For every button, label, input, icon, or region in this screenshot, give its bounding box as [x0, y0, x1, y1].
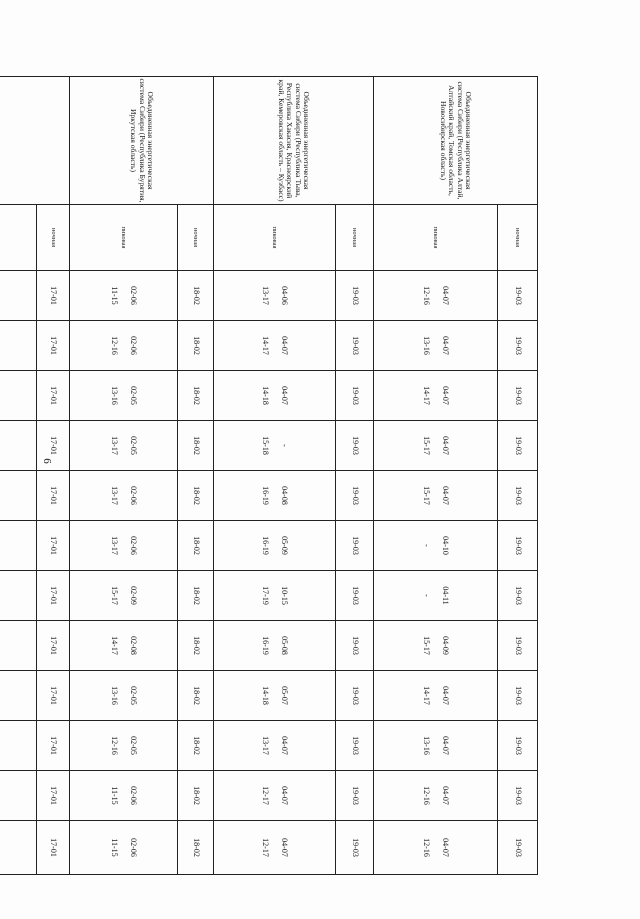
cell-value: 04-07	[280, 786, 290, 805]
table-cell: 18-02	[178, 771, 214, 821]
table-cell: 17-01	[37, 521, 70, 571]
table-cell	[374, 321, 498, 371]
table-cell	[70, 571, 178, 621]
table-cell	[374, 771, 498, 821]
table-row	[37, 77, 70, 875]
cell-value: 04-07	[441, 486, 451, 505]
table-cell	[214, 421, 336, 471]
cell-value: 04-10	[441, 536, 451, 555]
table-cell: 18-02	[178, 721, 214, 771]
cell-value: 15-17	[422, 486, 432, 505]
cell-value: 04-09	[441, 636, 451, 655]
table-cell: 19-03	[336, 771, 374, 821]
cell-value: 12-17	[261, 838, 271, 857]
table-cell: 19-03	[336, 471, 374, 521]
table-cell	[70, 321, 178, 371]
cell-value: -	[422, 594, 432, 597]
cell-value: 04-08	[280, 486, 290, 505]
table-cell: 19-03	[336, 721, 374, 771]
table-cell: 17-01	[37, 371, 70, 421]
table-row	[336, 77, 374, 875]
cell-value: 12-17	[261, 786, 271, 805]
table-cell: 17-01	[37, 471, 70, 521]
cell-value: 17-19	[261, 586, 271, 605]
table-cell: 19-03	[498, 671, 538, 721]
cell-value: 12-16	[422, 286, 432, 305]
cell-value: 13-17	[261, 736, 271, 755]
cell-value: 04-07	[441, 436, 451, 455]
table-cell	[374, 721, 498, 771]
time-zone-label	[0, 205, 37, 271]
table-cell: 19-03	[498, 521, 538, 571]
table-cell: 19-03	[336, 421, 374, 471]
table-cell	[214, 671, 336, 721]
table-cell: 19-03	[336, 621, 374, 671]
table-cell	[0, 321, 37, 371]
table-cell	[374, 671, 498, 721]
table-cell	[214, 371, 336, 421]
cell-value: 04-07	[441, 286, 451, 305]
table-cell: 18-02	[178, 271, 214, 321]
cell-value: 05-09	[280, 536, 290, 555]
table-cell	[0, 371, 37, 421]
cell-value: 04-07	[280, 736, 290, 755]
table-cell: 18-02	[178, 821, 214, 875]
cell-value: 16-19	[261, 536, 271, 555]
table-cell	[70, 721, 178, 771]
table-cell	[0, 721, 37, 771]
cell-value: 13-16	[422, 736, 432, 755]
cell-value: 04-07	[280, 838, 290, 857]
cell-value: 02-05	[129, 386, 139, 405]
table-cell	[214, 771, 336, 821]
cell-value: 11-15	[110, 286, 120, 305]
cell-value: 04-07	[441, 336, 451, 355]
cell-value: 04-07	[441, 686, 451, 705]
table-cell: 19-03	[498, 471, 538, 521]
table-cell: 18-02	[178, 521, 214, 571]
time-zone-label: пиковая	[214, 205, 336, 271]
table-cell	[70, 821, 178, 875]
table-cell	[70, 271, 178, 321]
table-cell: 18-02	[178, 321, 214, 371]
cell-value: 11-15	[110, 786, 120, 805]
table-cell: 17-01	[37, 721, 70, 771]
rotated-table-wrapper	[49, 76, 538, 874]
region-name: Объединенная энергетическая система Сибири (Республика Бурятия, Иркутская область)	[70, 77, 214, 205]
table-row	[498, 77, 538, 875]
cell-value: 04-07	[441, 736, 451, 755]
table-cell	[374, 421, 498, 471]
cell-value: 02-06	[129, 536, 139, 555]
time-zone-label: ночная	[178, 205, 214, 271]
cell-value: 04-11	[441, 586, 451, 605]
table-cell: 17-01	[37, 771, 70, 821]
table-cell	[374, 521, 498, 571]
table-cell: 19-03	[498, 571, 538, 621]
table-cell: 18-02	[178, 471, 214, 521]
table-cell	[374, 271, 498, 321]
table-cell: 18-02	[178, 421, 214, 471]
cell-value: 13-16	[110, 686, 120, 705]
cell-value: 11-15	[110, 838, 120, 857]
table-cell	[374, 571, 498, 621]
cell-value: 13-17	[110, 436, 120, 455]
region-name	[0, 77, 70, 205]
table-cell: 19-03	[336, 671, 374, 721]
table-cell	[0, 621, 37, 671]
table-cell	[214, 571, 336, 621]
table-cell: 19-03	[336, 821, 374, 875]
cell-value: -	[422, 544, 432, 547]
table-cell: 19-03	[336, 521, 374, 571]
table-cell: 19-03	[498, 271, 538, 321]
table-body	[0, 77, 538, 875]
region-name: Объединенная энергетическая система Сибири (Республика Тыва, Республика Хакасия, Красноярский край, Кемеровская область – Кузбасс)	[214, 77, 374, 205]
cell-value: 13-16	[110, 386, 120, 405]
table-cell	[0, 671, 37, 721]
table-cell: 19-03	[498, 721, 538, 771]
cell-value: 14-17	[110, 636, 120, 655]
table-cell	[0, 571, 37, 621]
cell-value: 04-07	[280, 336, 290, 355]
cell-value: 15-17	[422, 436, 432, 455]
cell-value: 12-16	[110, 336, 120, 355]
table-cell: 18-02	[178, 371, 214, 421]
cell-value: 13-17	[110, 486, 120, 505]
cell-value: 02-06	[129, 286, 139, 305]
table-cell	[214, 621, 336, 671]
cell-value: 13-16	[422, 336, 432, 355]
cell-value: 14-17	[261, 336, 271, 355]
table-cell: 19-03	[498, 421, 538, 471]
table-cell	[374, 471, 498, 521]
table-cell: 18-02	[178, 671, 214, 721]
cell-value: 04-06	[280, 286, 290, 305]
cell-value: 15-18	[261, 436, 271, 455]
table-cell	[0, 471, 37, 521]
table-cell: 19-03	[336, 371, 374, 421]
cell-value: 05-08	[280, 636, 290, 655]
cell-value: 13-17	[261, 286, 271, 305]
cell-value: 14-17	[422, 686, 432, 705]
table-cell	[70, 471, 178, 521]
table-cell: 19-03	[498, 621, 538, 671]
cell-value: 13-17	[110, 536, 120, 555]
table-row	[178, 77, 214, 875]
time-zone-label: пиковая	[70, 205, 178, 271]
cell-value: 15-17	[110, 586, 120, 605]
table-cell	[214, 521, 336, 571]
table-cell: 19-03	[336, 571, 374, 621]
table-cell: 19-03	[498, 771, 538, 821]
table-cell: 17-01	[37, 671, 70, 721]
time-zone-label: ночная	[37, 205, 70, 271]
table-cell	[0, 771, 37, 821]
cell-value: -	[280, 444, 290, 447]
table-cell: 19-03	[498, 821, 538, 875]
table-cell: 17-01	[37, 571, 70, 621]
table-cell	[0, 521, 37, 571]
cell-value: 04-07	[280, 386, 290, 405]
table-cell	[70, 771, 178, 821]
table-cell	[214, 721, 336, 771]
peak-hours-table	[0, 76, 538, 875]
cell-value: 02-05	[129, 686, 139, 705]
time-zone-label: ночная	[336, 205, 374, 271]
table-cell	[374, 371, 498, 421]
table-cell	[214, 471, 336, 521]
table-cell	[0, 271, 37, 321]
region-name: Объединенная энергетическая система Сибири (Республика Алтай, Алтайский край, Томская область, Новосибирская область)	[374, 77, 538, 205]
cell-value: 04-07	[441, 838, 451, 857]
cell-value: 02-06	[129, 336, 139, 355]
cell-value: 14-18	[261, 686, 271, 705]
table-cell	[70, 621, 178, 671]
cell-value: 02-05	[129, 736, 139, 755]
table-cell	[214, 821, 336, 875]
table-cell	[70, 521, 178, 571]
cell-value: 10-15	[280, 586, 290, 605]
cell-value: 02-08	[129, 636, 139, 655]
table-cell: 19-03	[336, 321, 374, 371]
table-cell: 17-01	[37, 421, 70, 471]
table-cell: 17-01	[37, 821, 70, 875]
cell-value: 14-18	[261, 386, 271, 405]
table-cell: 17-01	[37, 621, 70, 671]
table-cell: 18-02	[178, 571, 214, 621]
cell-value: 12-16	[422, 838, 432, 857]
table-cell	[0, 421, 37, 471]
table-cell	[70, 371, 178, 421]
cell-value: 02-06	[129, 838, 139, 857]
cell-value: 16-19	[261, 486, 271, 505]
table-cell: 19-03	[498, 321, 538, 371]
table-cell: 17-01	[37, 321, 70, 371]
cell-value: 02-06	[129, 486, 139, 505]
table-cell	[0, 821, 37, 875]
cell-value: 02-05	[129, 436, 139, 455]
cell-value: 12-16	[422, 786, 432, 805]
cell-value: 15-17	[422, 636, 432, 655]
time-zone-label: пиковая	[374, 205, 498, 271]
cell-value: 02-09	[129, 586, 139, 605]
table-cell: 18-02	[178, 621, 214, 671]
page-number: 6	[41, 458, 53, 464]
table-cell	[214, 321, 336, 371]
table-cell: 19-03	[498, 371, 538, 421]
table-cell	[70, 421, 178, 471]
cell-value: 04-07	[441, 386, 451, 405]
cell-value: 02-06	[129, 786, 139, 805]
cell-value: 12-16	[110, 736, 120, 755]
cell-value: 14-17	[422, 386, 432, 405]
table-cell	[374, 821, 498, 875]
time-zone-label: ночная	[498, 205, 538, 271]
table-cell	[374, 621, 498, 671]
cell-value: 16-19	[261, 636, 271, 655]
table-cell: 17-01	[37, 271, 70, 321]
cell-value: 05-07	[280, 686, 290, 705]
table-cell: 19-03	[336, 271, 374, 321]
cell-value: 04-07	[441, 786, 451, 805]
table-cell	[214, 271, 336, 321]
table-cell	[70, 671, 178, 721]
